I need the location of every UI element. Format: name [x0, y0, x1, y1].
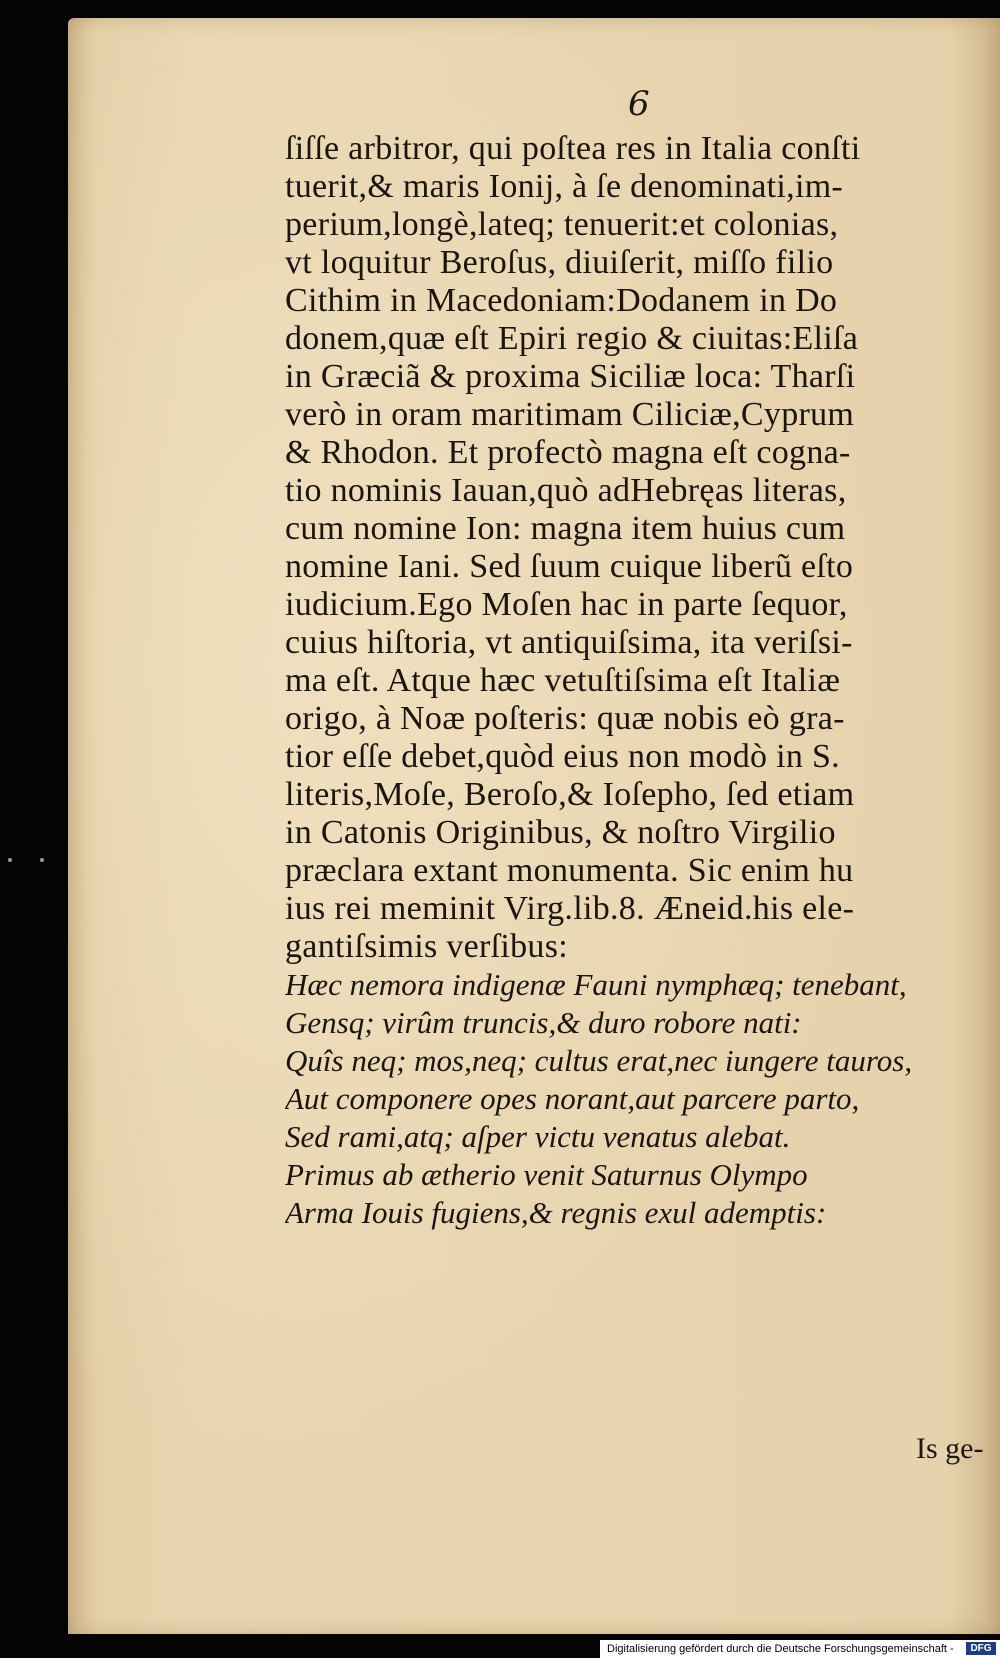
text-line: verò in oram maritimam Ciliciæ,Cyprum: [285, 396, 855, 433]
text-line: tuerit,& maris Ionij, à ſe denominati,im-: [285, 168, 844, 205]
body-text: [285, 130, 990, 1232]
verse-line: Aut componere opes norant,aut parcere parto,: [285, 1081, 860, 1116]
verse-line: Gensq; virûm truncis,& duro robore nati:: [285, 1005, 802, 1040]
verse-line: Sed rami,atq; aſper victu venatus alebat.: [285, 1119, 791, 1154]
text-line: gantiſsimis verſibus:: [285, 928, 569, 965]
gutter-dot: [8, 858, 12, 862]
text-line: ſiſſe arbitror, qui poſtea res in Italia conſti: [285, 130, 861, 167]
catchword: Is ge-: [916, 1432, 984, 1465]
gutter-dot: [40, 858, 44, 862]
text-line: nomine Iani. Sed ſuum cuique liberũ eſto: [285, 548, 854, 585]
text-line: & Rhodon. Et profectò magna eſt cogna-: [285, 434, 851, 471]
gutter-marks: [6, 858, 46, 864]
verse-line: Quîs neq; mos,neq; cultus erat,nec iungere tauros,: [285, 1043, 913, 1078]
text-line: iudicium.Ego Moſen hac in parte ſequor,: [285, 586, 848, 623]
text-line: cum nomine Ion: magna item huius cum: [285, 510, 846, 547]
text-line: in Catonis Originibus, & noſtro Virgilio: [285, 814, 836, 851]
text-line: tio nominis Iauan,quò adHebręas literas,: [285, 472, 847, 509]
page-number: 6: [628, 84, 650, 124]
verse-line: Arma Iouis fugiens,& regnis exul ademptis:: [285, 1195, 827, 1230]
text-line: literis,Moſe, Beroſo,& Ioſepho, ſed etiam: [285, 776, 855, 813]
prose-lines: [285, 130, 990, 966]
footer-credit: Digitalisierung gefördert durch die Deutsche Forschungsgemeinschaft -: [607, 1643, 954, 1655]
text-line: cuius hiſtoria, vt antiquiſsima, ita veriſsi-: [285, 624, 853, 661]
text-line: ius rei meminit Virg.lib.8. Æneid.his ele-: [285, 890, 855, 927]
dfg-logo: DFG: [966, 1642, 996, 1655]
text-line: vt loquitur Beroſus, diuiſerit, miſſo filio: [285, 244, 834, 281]
verse-quotation: [285, 966, 990, 1232]
text-line: donem,quæ eſt Epiri regio & ciuitas:Eliſa: [285, 320, 859, 357]
text-line: præclara extant monumenta. Sic enim hu: [285, 852, 854, 889]
text-line: origo, à Noæ poſteris: quæ nobis eò gra-: [285, 700, 845, 737]
text-line: tior eſſe debet,quòd eius non modò in S.: [285, 738, 840, 775]
verse-line: Hæc nemora indigenæ Fauni nymphæq; tenebant,: [285, 967, 907, 1002]
text-line: perium,longè,lateq; tenuerit:et colonias,: [285, 206, 839, 243]
text-line: Cithim in Macedoniam:Dodanem in Do: [285, 282, 838, 319]
text-line: ma eſt. Atque hæc vetuſtiſsima eſt Italiæ: [285, 662, 841, 699]
text-line: in Græciã & proxima Siciliæ loca: Tharſi: [285, 358, 856, 395]
verse-line: Primus ab ætherio venit Saturnus Olympo: [285, 1157, 808, 1192]
